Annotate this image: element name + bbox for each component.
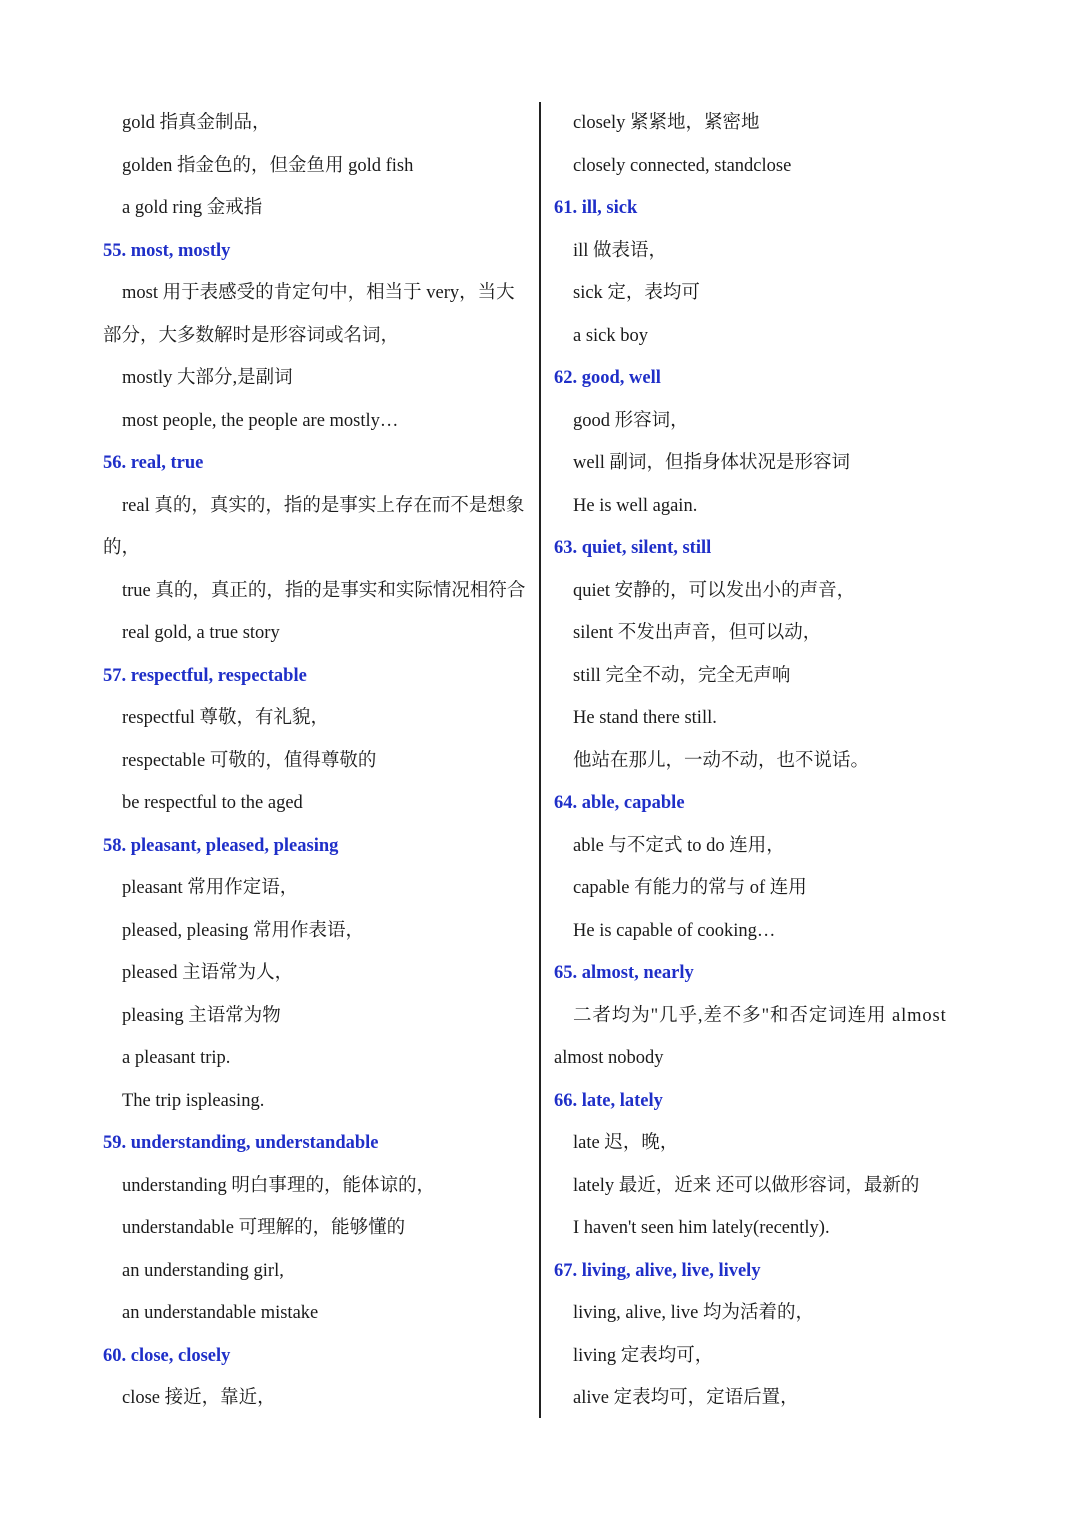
text-line: close 接近，靠近， bbox=[122, 1388, 276, 1408]
text-line: be respectful to the aged bbox=[122, 793, 303, 813]
text-line: understanding 明白事理的，能体谅的， bbox=[122, 1175, 435, 1196]
text-line: golden 指金色的，但金鱼用 gold fish bbox=[122, 155, 414, 176]
text-line: pleased 主语常为人， bbox=[122, 963, 294, 983]
section-heading: 58. pleasant, pleased, pleasing bbox=[103, 835, 339, 856]
text-line: still 完全不动，完全无声响 bbox=[573, 665, 791, 686]
text-line: pleasant 常用作定语， bbox=[122, 878, 299, 898]
text-line: closely 紧紧地，紧密地 bbox=[573, 113, 760, 133]
text-line: well 副词，但指身体状况是形容词 bbox=[573, 453, 850, 473]
section-heading: 60. close, closely bbox=[103, 1345, 231, 1366]
text-line: real 真的，真实的，指的是事实上存在而不是想象 bbox=[122, 495, 525, 516]
continuation-line: 部分，大多数解时是形容词或名词， bbox=[103, 325, 400, 346]
text-line: He stand there still. bbox=[573, 708, 717, 728]
text-line: The trip ispleasing. bbox=[122, 1090, 265, 1111]
section-heading: 62. good, well bbox=[554, 368, 661, 388]
text-line: late 迟，晚， bbox=[573, 1133, 679, 1153]
continuation-line: 的， bbox=[103, 538, 141, 558]
continuation-line: almost nobody bbox=[554, 1048, 664, 1068]
section-heading: 56. real, true bbox=[103, 453, 204, 473]
text-line: He is well again. bbox=[573, 495, 698, 516]
text-line: gold 指真金制品， bbox=[122, 113, 271, 133]
section-heading: 57. respectful, respectable bbox=[103, 665, 307, 686]
column-divider bbox=[539, 102, 541, 1418]
text-line: 二者均为"几乎,差不多"和否定词连用 almost bbox=[573, 1005, 947, 1026]
text-line: a pleasant trip. bbox=[122, 1048, 231, 1068]
text-line: I haven't seen him lately(recently). bbox=[573, 1218, 830, 1238]
section-heading: 61. ill, sick bbox=[554, 198, 638, 218]
text-line: sick 定，表均可 bbox=[573, 283, 700, 303]
text-line: an understandable mistake bbox=[122, 1303, 319, 1323]
text-line: closely connected, standclose bbox=[573, 155, 792, 176]
text-line: true 真的，真正的，指的是事实和实际情况相符合 bbox=[122, 580, 526, 601]
right-column bbox=[554, 102, 984, 1420]
text-line: an understanding girl, bbox=[122, 1260, 284, 1281]
text-line: able 与不定式 to do 连用， bbox=[573, 835, 785, 856]
text-line: mostly 大部分,是副词 bbox=[122, 368, 293, 388]
section-heading: 67. living, alive, live, lively bbox=[554, 1260, 761, 1281]
text-line: most 用于表感受的肯定句中，相当于 very，当大 bbox=[122, 283, 515, 303]
section-heading: 63. quiet, silent, still bbox=[554, 538, 712, 558]
text-line: capable 有能力的常与 of 连用 bbox=[573, 878, 807, 898]
text-line: pleasing 主语常为物 bbox=[122, 1005, 281, 1026]
text-line: a gold ring 金戒指 bbox=[122, 198, 263, 218]
section-heading: 65. almost, nearly bbox=[554, 963, 694, 983]
text-line: good 形容词， bbox=[573, 410, 689, 431]
text-line: silent 不发出声音，但可以动， bbox=[573, 623, 822, 643]
text-line: pleased, pleasing 常用作表语， bbox=[122, 920, 365, 941]
text-line: respectable 可敬的，值得尊敬的 bbox=[122, 750, 377, 771]
text-line: living, alive, live 均为活着的， bbox=[573, 1303, 814, 1323]
text-line: understandable 可理解的，能够懂的 bbox=[122, 1218, 406, 1238]
text-line: lately 最近，近来 还可以做形容词，最新的 bbox=[573, 1175, 920, 1196]
section-heading: 59. understanding, understandable bbox=[103, 1133, 379, 1153]
text-line: He is capable of cooking… bbox=[573, 920, 776, 941]
text-line: a sick boy bbox=[573, 325, 649, 346]
text-line: respectful 尊敬，有礼貌， bbox=[122, 708, 330, 728]
text-line: alive 定表均可，定语后置， bbox=[573, 1388, 799, 1408]
text-line: 他站在那儿，一动不动，也不说话。 bbox=[573, 750, 870, 771]
text-line: real gold, a true story bbox=[122, 623, 280, 643]
left-column bbox=[103, 102, 528, 1420]
text-line: most people, the people are mostly… bbox=[122, 410, 399, 431]
section-heading: 64. able, capable bbox=[554, 793, 685, 813]
section-heading: 66. late, lately bbox=[554, 1090, 663, 1111]
text-line: living 定表均可， bbox=[573, 1345, 714, 1366]
text-line: ill 做表语， bbox=[573, 240, 668, 261]
section-heading: 55. most, mostly bbox=[103, 240, 231, 261]
text-line: quiet 安静的，可以发出小的声音， bbox=[573, 580, 856, 601]
